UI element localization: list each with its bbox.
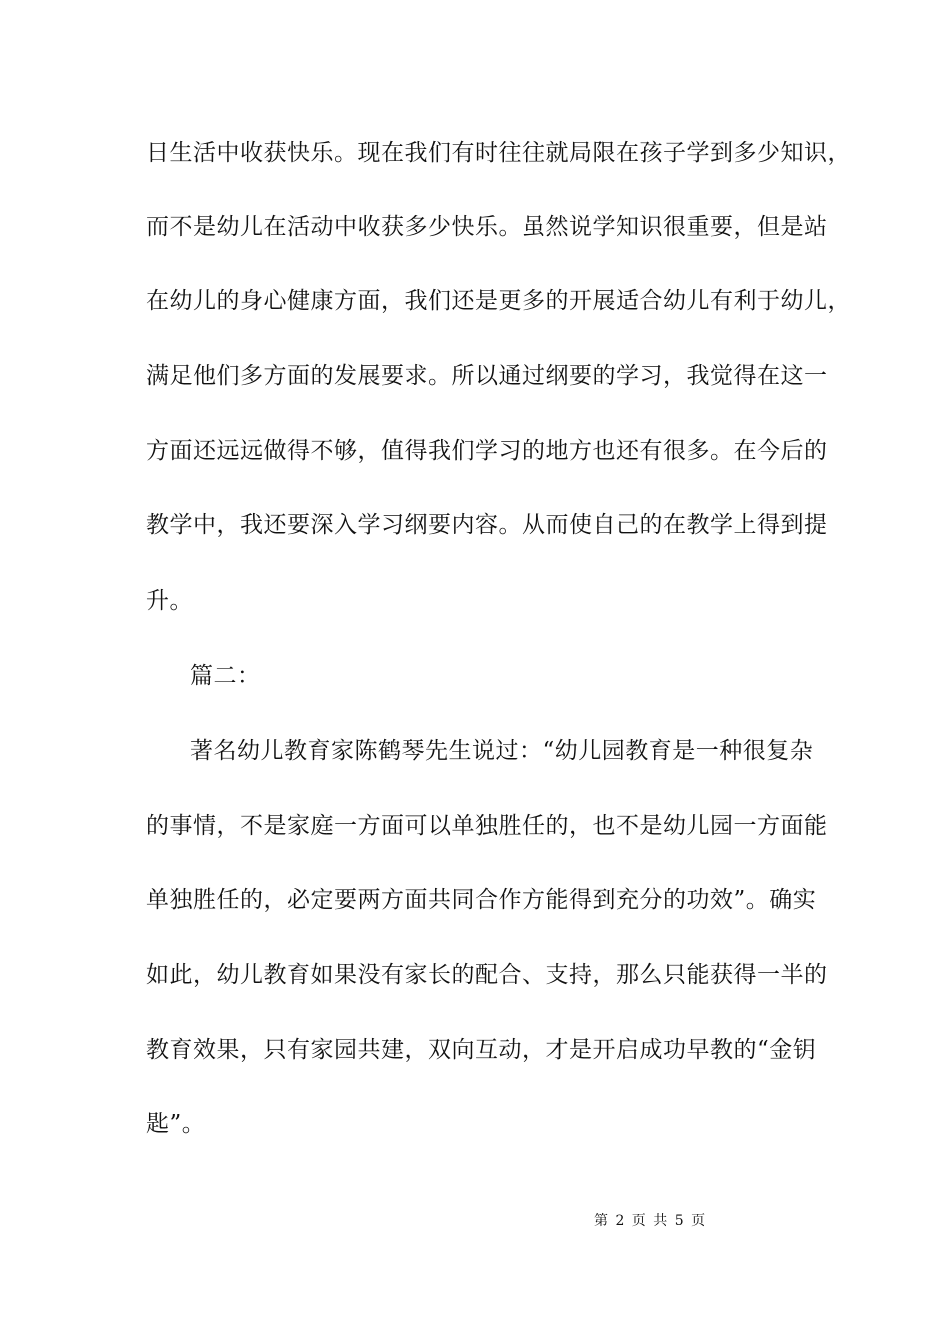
- paragraph-line: 单独胜任的，必定要两方面共同合作方能得到充分的功效”。确实: [146, 887, 817, 913]
- paragraph-line: 升。: [146, 588, 193, 614]
- paragraph-line: 匙”。: [146, 1111, 206, 1137]
- paragraph-line: 而不是幼儿在活动中收获多少快乐。虽然说学知识很重要，但是站: [146, 214, 828, 240]
- paragraph-line: 如此，幼儿教育如果没有家长的配合、支持，那么只能获得一半的: [146, 962, 828, 988]
- paragraph-line: 著名幼儿教育家陈鹤琴先生说过：“幼儿园教育是一种很复杂: [190, 738, 814, 764]
- paragraph-line: 在幼儿的身心健康方面，我们还是更多的开展适合幼儿有利于幼儿，: [146, 288, 851, 314]
- section-heading: 篇二：: [190, 663, 261, 689]
- paragraph-line: 教学中，我还要深入学习纲要内容。从而使自己的在教学上得到提: [146, 512, 828, 538]
- paragraph-line: 方面还远远做得不够，值得我们学习的地方也还有很多。在今后的: [146, 438, 828, 464]
- page-number-footer: 第 2 页 共 5 页: [594, 1213, 706, 1229]
- paragraph-line: 教育效果，只有家园共建，双向互动，才是开启成功早教的“金钥: [146, 1037, 817, 1063]
- paragraph-line: 的事情，不是家庭一方面可以单独胜任的，也不是幼儿园一方面能: [146, 813, 828, 839]
- paragraph-line: 日生活中收获快乐。现在我们有时往往就局限在孩子学到多少知识，: [146, 140, 851, 166]
- paragraph-line: 满足他们多方面的发展要求。所以通过纲要的学习，我觉得在这一: [146, 363, 828, 389]
